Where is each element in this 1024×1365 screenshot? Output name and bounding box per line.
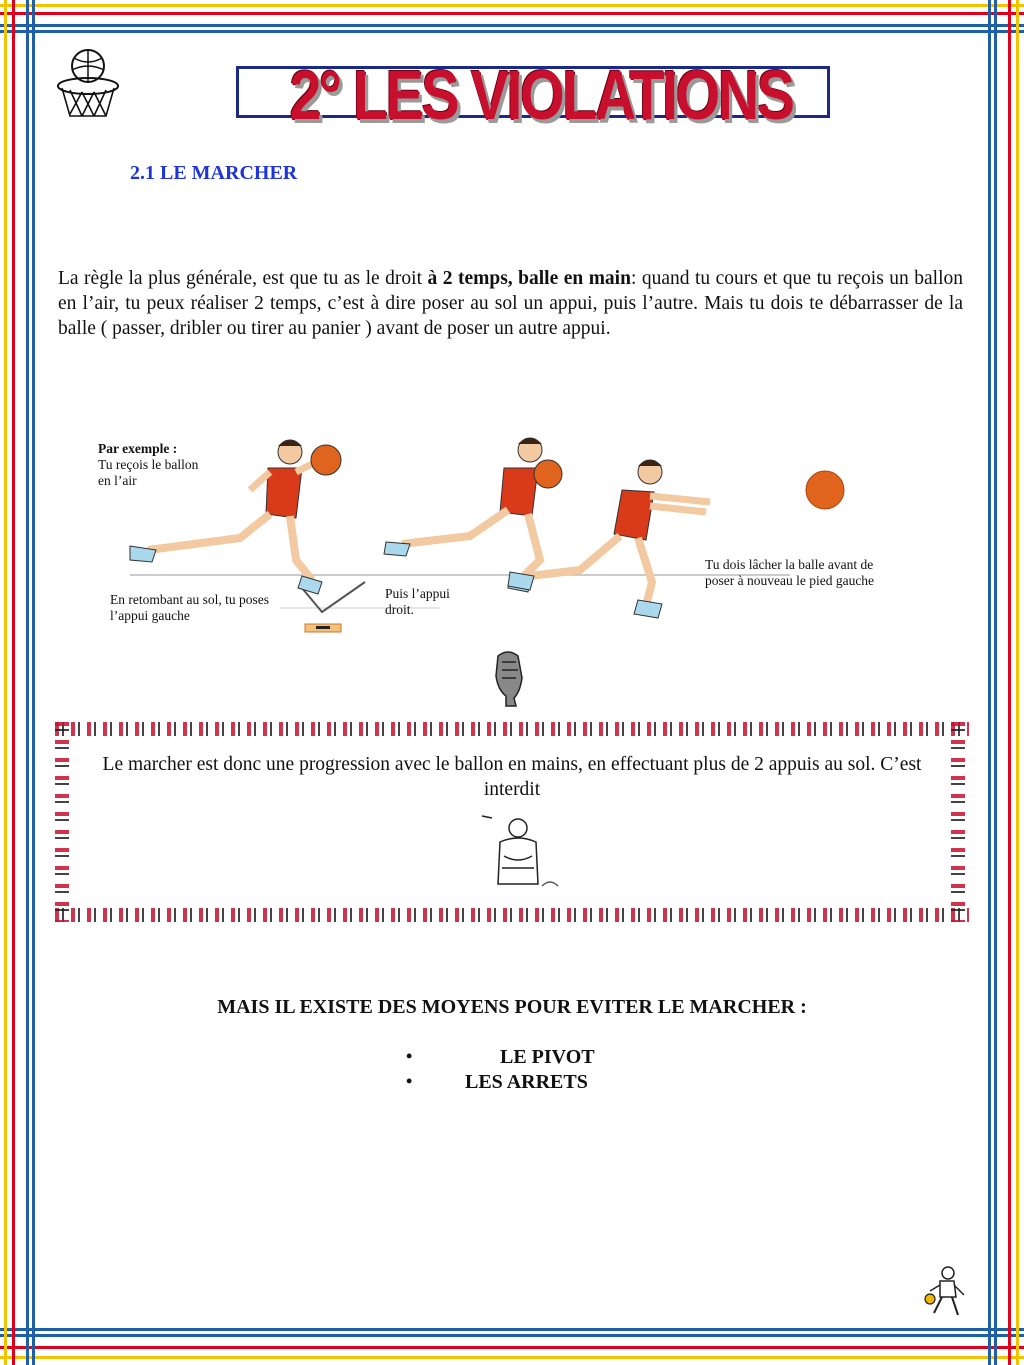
section-heading: 2.1 LE MARCHER <box>130 162 298 184</box>
list-item-label: LES ARRETS <box>465 1071 588 1093</box>
intro-text: La règle la plus générale, est que tu as le droit <box>58 267 428 289</box>
caption-release-ball: Tu dois lâcher la balle avant de poser à nouveau le pied gauche <box>705 557 875 588</box>
example-text: Tu reçois le ballon en l’air <box>98 457 199 488</box>
marker-icon <box>316 626 330 629</box>
basketball-icon <box>311 445 341 475</box>
frame-line <box>0 1334 1024 1337</box>
basketball-icon <box>534 460 562 488</box>
list-item-label: LE PIVOT <box>500 1046 595 1068</box>
intro-paragraph <box>58 266 963 341</box>
border-decoration <box>55 722 69 922</box>
frame-line <box>0 12 1024 15</box>
example-caption <box>98 441 208 489</box>
basketball-icon <box>925 1294 935 1304</box>
frame-line <box>0 24 1024 27</box>
border-decoration <box>55 908 969 922</box>
frame-line <box>0 4 1024 7</box>
basketball-hoop-icon <box>52 44 124 120</box>
frame-line <box>1008 0 1011 1365</box>
intro-text: : quand tu cours et que tu reçois un ballon en l’air, tu peux réaliser 2 temps, c’est à dire poser au sol un appui, puis l’autre. Mais tu dois te débarrasser de la balle ( passer, dribler ou tirer au panier ) avant de poser un autre appui. <box>58 267 963 339</box>
frame-line <box>4 0 7 1365</box>
border-decoration <box>55 722 969 736</box>
intro-bold-text: à 2 temps, balle en main <box>427 267 631 289</box>
frame-line <box>26 0 29 1365</box>
border-decoration <box>951 722 965 922</box>
bullet-icon: • <box>406 1046 413 1066</box>
frame-line <box>32 0 35 1365</box>
caption-right-foot: Puis l’appui droit. <box>385 586 450 617</box>
referee-figure-icon <box>478 812 574 892</box>
frame-line <box>988 0 991 1365</box>
frame-line <box>994 0 997 1365</box>
example-label: Par exemple : <box>98 441 178 456</box>
frame-line <box>0 30 1024 33</box>
referee-hand-icon <box>492 648 526 708</box>
frame-line <box>1016 0 1019 1365</box>
dribbling-player-icon <box>920 1265 968 1319</box>
player-figure-2 <box>384 438 562 592</box>
basketball-icon <box>806 471 844 509</box>
page-title: 2° LES VIOLATIONS <box>289 56 793 134</box>
caption-left-foot: En retombant au sol, tu poses l’appui gauche <box>110 592 269 623</box>
frame-line <box>0 1346 1024 1349</box>
frame-line <box>12 0 15 1365</box>
frame-line <box>0 1356 1024 1359</box>
frame-line <box>0 1328 1024 1331</box>
bullet-icon: • <box>406 1071 413 1091</box>
rule-text: Le marcher est donc une progression avec le ballon en mains, en effectuant plus de 2 appuis au sol. C’est interdit <box>102 754 922 800</box>
means-heading: MAIS IL EXISTE DES MOYENS POUR EVITER LE MARCHER : <box>217 996 807 1018</box>
